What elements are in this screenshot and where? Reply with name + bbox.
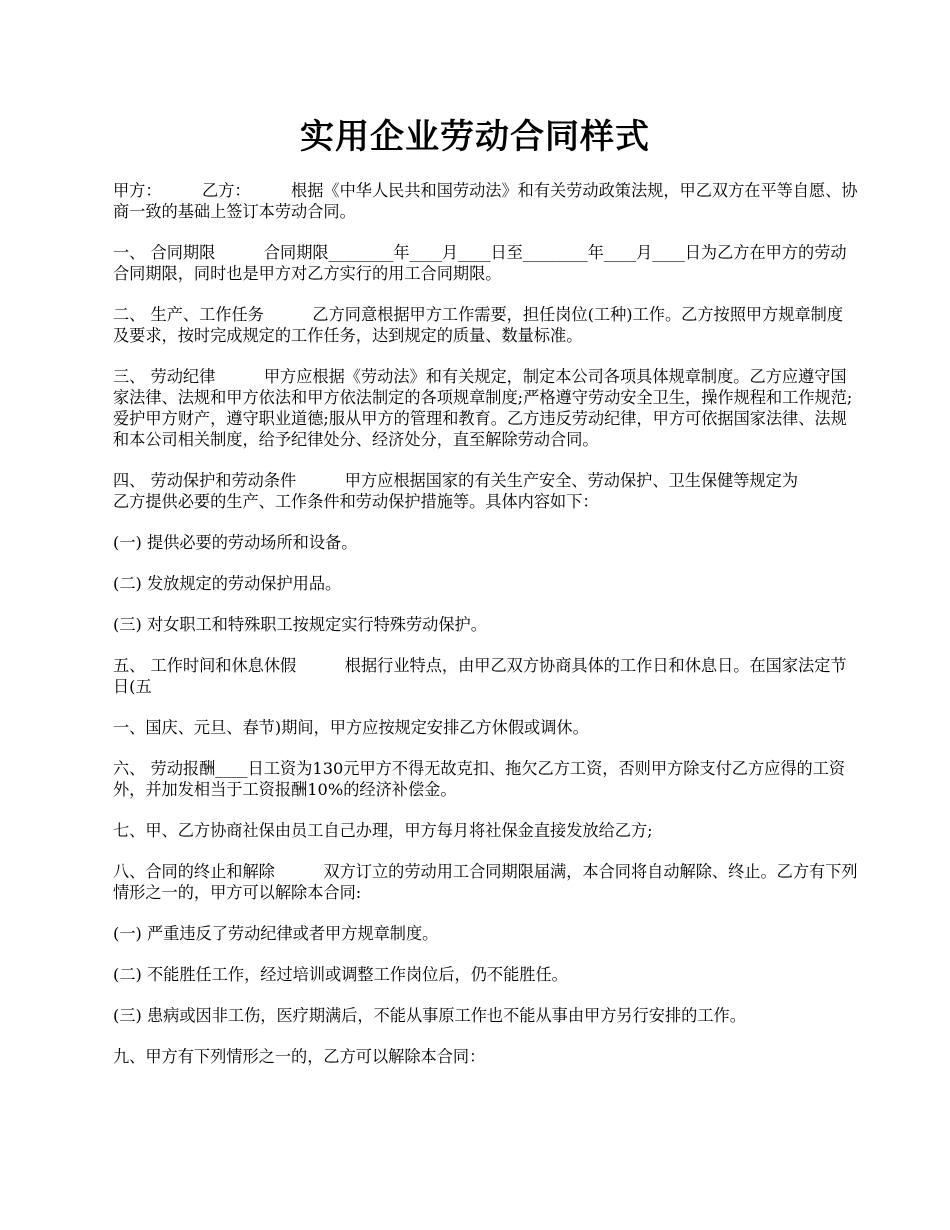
list-item-termination-3: (三) 患病或因非工伤，医疗期满后，不能从事原工作也不能从事由甲方另行安排的工作。	[113, 1006, 746, 1025]
paragraph-holidays: 一、国庆、元旦、春节)期间，甲方应按规定安排乙方休假或调休。	[113, 718, 589, 737]
paragraph-employee-termination: 九、甲方有下列情形之一的，乙方可以解除本合同：	[113, 1047, 486, 1066]
list-item-termination-2: (二) 不能胜任工作，经过培训或调整工作岗位后，仍不能胜任。	[113, 965, 568, 984]
paragraph-intro: 甲方： 乙方： 根据《中华人民共和国劳动法》和有关劳动政策法规，甲乙双方在平等自愿、协商一致的基础上签订本劳动合同。	[113, 181, 858, 221]
list-item-protection-3: (三) 对女职工和特殊职工按规定实行特殊劳动保护。	[113, 615, 487, 634]
document-body	[113, 180, 858, 1087]
paragraph-working-hours: 五、 工作时间和休息休假 根据行业特点，由甲乙双方协商具体的工作日和休息日。在国家法定节日(五	[113, 656, 847, 696]
list-item-protection-1: (一) 提供必要的劳动场所和设备。	[113, 533, 358, 552]
paragraph-work-tasks: 二、 生产、工作任务 乙方同意根据甲方工作需要，担任岗位(工种)工作。乙方按照甲方规章制度及要求，按时完成规定的工作任务，达到规定的质量、数量标准。	[113, 305, 844, 345]
paragraph-social-insurance: 七、甲、乙方协商社保由员工自己办理，甲方每月将社保金直接发放给乙方;	[113, 821, 653, 840]
list-item-termination-1: (一) 严重违反了劳动纪律或者甲方规章制度。	[113, 924, 439, 943]
paragraph-termination: 八、合同的终止和解除 双方订立的劳动用工合同期限届满，本合同将自动解除、终止。乙方有下列情形之一的，甲方可以解除本合同:	[113, 862, 858, 902]
list-item-protection-2: (二) 发放规定的劳动保护用品。	[113, 574, 342, 593]
paragraph-labor-protection: 四、 劳动保护和劳动条件 甲方应根据国家的有关生产安全、劳动保护、卫生保健等规定为 乙方提供必要的生产、工作条件和劳动保护措施等。具体内容如下：	[113, 471, 847, 511]
paragraph-contract-term: 一、 合同期限 合同期限________年____月____日至________年____月____日为乙方在甲方的劳动合同期限，同时也是甲方对乙方实行的用工合同期限。	[113, 243, 847, 283]
paragraph-labor-discipline: 三、 劳动纪律 甲方应根据《劳动法》和有关规定，制定本公司各项具体规章制度。乙方应遵守国家法律、法规和甲方依法和甲方依法制定的各项规章制度;严格遵守劳动安全卫生，操作规程和工作规范;爱护甲方财产，遵守职业道德;服从甲方的管理和教育。乙方违反劳动纪律，甲方可依据国家法律、法规和本公司相关制度，给予纪律处分、经济处分，直至解除劳动合同。	[113, 367, 853, 449]
paragraph-remuneration: 六、 劳动报酬____日工资为130元甲方不得无故克扣、拖欠乙方工资，否则甲方除支付乙方应得的工资外，并加发相当于工资报酬10%的经济补偿金。	[113, 759, 846, 799]
document-title: 实用企业劳动合同样式	[300, 117, 650, 157]
